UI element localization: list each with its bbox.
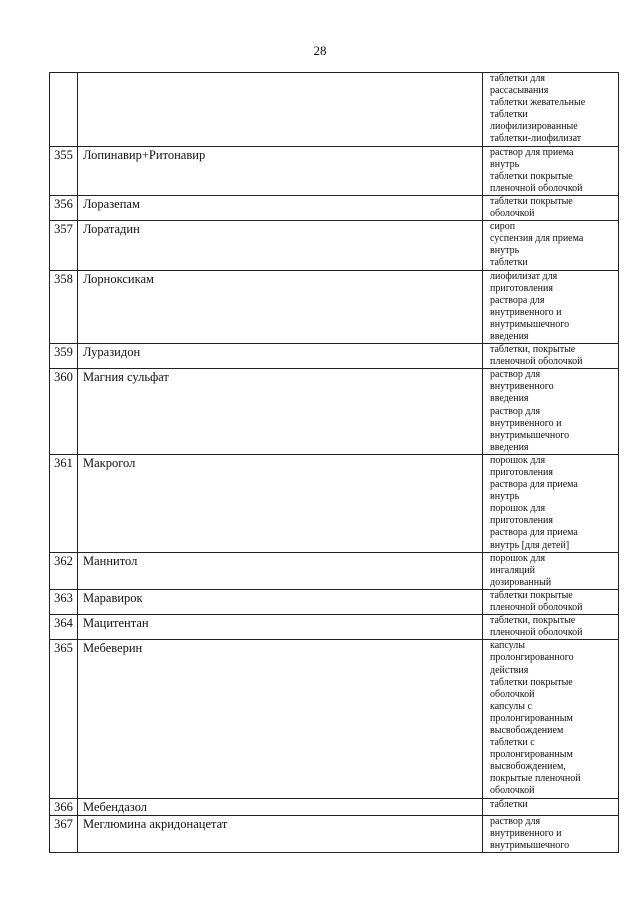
drug-name: Маравирок <box>78 589 483 614</box>
dosage-forms <box>483 640 619 798</box>
dosage-form-line: внутрь <box>490 158 520 170</box>
drug-name <box>78 73 483 147</box>
dosage-form-line: таблетки покрытые <box>490 195 573 207</box>
row-number: 364 <box>50 615 78 640</box>
dosage-form-line: ингаляций <box>490 564 535 576</box>
dosage-form-line: сироп <box>490 221 516 233</box>
row-number: 363 <box>50 589 78 614</box>
table-row <box>50 195 619 220</box>
dosage-form-line: лиофилизат для <box>490 270 558 282</box>
dosage-form-line: введения <box>490 330 529 342</box>
drug-name: Макрогол <box>78 454 483 552</box>
dosage-form-line: порошок для <box>490 503 546 515</box>
dosage-forms <box>483 146 619 195</box>
dosage-form-line: оболочкой <box>490 688 535 700</box>
dosage-form-line: раствор для <box>490 405 541 417</box>
dosage-forms <box>483 454 619 552</box>
dosage-form-line: таблетки покрытые <box>490 589 573 601</box>
dosage-form-line: покрытые пленочной <box>490 773 581 785</box>
dosage-forms <box>483 73 619 147</box>
row-number: 358 <box>50 270 78 344</box>
row-number: 361 <box>50 454 78 552</box>
dosage-form-line: внутривенного и <box>490 306 562 318</box>
drug-name: Мебендазол <box>78 798 483 815</box>
row-number: 357 <box>50 221 78 270</box>
drug-name: Маннитол <box>78 552 483 589</box>
dosage-form-line: пролонгированного <box>490 652 574 664</box>
dosage-form-line: таблетки с <box>490 737 535 749</box>
dosage-forms <box>483 221 619 270</box>
row-number: 355 <box>50 146 78 195</box>
table-row <box>50 73 619 147</box>
dosage-form-line: высвобождением, <box>490 761 566 773</box>
drug-name: Лорноксикам <box>78 270 483 344</box>
dosage-forms <box>483 798 619 815</box>
dosage-form-line: таблетки-лиофилизат <box>490 133 582 145</box>
dosage-forms <box>483 369 619 455</box>
drug-name: Лоратадин <box>78 221 483 270</box>
dosage-form-line: таблетки жевательные <box>490 97 586 109</box>
table-row <box>50 454 619 552</box>
dosage-form-line: таблетки <box>490 109 528 121</box>
page-number: 28 <box>313 43 327 58</box>
dosage-form-line: внутрь <box>490 245 520 257</box>
dosage-form-line: внутривенного <box>490 381 554 393</box>
dosage-form-line: оболочкой <box>490 785 535 797</box>
dosage-form-line: внутримышечного <box>490 839 570 851</box>
dosage-form-line: таблетки для <box>490 73 545 84</box>
table-row <box>50 815 619 852</box>
table-row <box>50 344 619 369</box>
dosage-form-line: капсулы с <box>490 700 532 712</box>
drug-table <box>49 72 619 853</box>
row-number: 356 <box>50 195 78 220</box>
dosage-form-line: приготовления <box>490 467 553 478</box>
table-row <box>50 270 619 344</box>
dosage-form-line: приготовления <box>490 515 553 527</box>
table-row <box>50 589 619 614</box>
table-row <box>50 798 619 815</box>
drug-name: Луразидон <box>78 344 483 369</box>
drug-name: Лоразепам <box>78 195 483 220</box>
table-row <box>50 615 619 640</box>
dosage-form-line: лиофилизированные <box>490 121 578 133</box>
row-number: 360 <box>50 369 78 455</box>
dosage-form-line: пленочной оболочкой <box>490 182 583 194</box>
table-row <box>50 221 619 270</box>
dosage-form-line: дозированный <box>490 576 552 588</box>
dosage-form-line: внутривенного и <box>490 827 562 839</box>
dosage-form-line: пленочной оболочкой <box>490 627 583 639</box>
dosage-form-line: порошок для <box>490 454 546 466</box>
dosage-form-line: приготовления <box>490 282 553 294</box>
dosage-form-line: таблетки, покрытые <box>490 615 576 627</box>
dosage-form-line: таблетки покрытые <box>490 676 573 688</box>
dosage-form-line: порошок для <box>490 552 546 564</box>
drug-name: Магния сульфат <box>78 369 483 455</box>
table-row <box>50 369 619 455</box>
dosage-form-line: действия <box>490 664 529 676</box>
dosage-forms <box>483 195 619 220</box>
table-row <box>50 552 619 589</box>
dosage-form-line: раствора для приема <box>490 479 578 491</box>
dosage-form-line: введения <box>490 393 529 405</box>
dosage-form-line: высвобождением <box>490 724 564 736</box>
row-number: 365 <box>50 640 78 798</box>
dosage-form-line: внутрь [для детей] <box>490 539 570 551</box>
dosage-form-line: пролонгированным <box>490 749 573 761</box>
dosage-form-line: пленочной оболочкой <box>490 602 583 614</box>
dosage-form-line: введения <box>490 441 529 453</box>
row-number: 362 <box>50 552 78 589</box>
row-number: 359 <box>50 344 78 369</box>
dosage-form-line: пленочной оболочкой <box>490 356 583 368</box>
row-number: 367 <box>50 815 78 852</box>
drug-table-body <box>50 73 619 853</box>
dosage-form-line: раствор для <box>490 815 541 827</box>
dosage-form-line: капсулы <box>490 640 525 652</box>
row-number: 366 <box>50 798 78 815</box>
dosage-forms <box>483 270 619 344</box>
dosage-form-line: внутрь <box>490 491 520 503</box>
dosage-forms <box>483 589 619 614</box>
dosage-form-line: пролонгированным <box>490 712 573 724</box>
dosage-form-line: раствора для приема <box>490 527 578 539</box>
drug-name: Лопинавир+Ритонавир <box>78 146 483 195</box>
dosage-form-line: раствор для <box>490 369 541 381</box>
dosage-form-line: внутримышечного <box>490 318 570 330</box>
dosage-form-line: раствора для <box>490 294 545 306</box>
table-row <box>50 640 619 798</box>
dosage-forms <box>483 344 619 369</box>
dosage-form-line: внутривенного и <box>490 417 562 429</box>
drug-name: Мацитентан <box>78 615 483 640</box>
dosage-form-line: внутримышечного <box>490 429 570 441</box>
dosage-form-line: рассасывания <box>490 85 549 97</box>
drug-name: Мебеверин <box>78 640 483 798</box>
drug-name: Меглюмина акридонацетат <box>78 815 483 852</box>
dosage-form-line: суспензия для приема <box>490 233 584 245</box>
dosage-forms <box>483 552 619 589</box>
dosage-form-line: раствор для приема <box>490 146 574 158</box>
dosage-form-line: таблетки <box>490 257 528 269</box>
dosage-form-line: таблетки, покрытые <box>490 344 576 356</box>
dosage-forms <box>483 615 619 640</box>
dosage-form-line: таблетки <box>490 798 528 810</box>
row-number <box>50 73 78 147</box>
dosage-form-line: оболочкой <box>490 208 535 220</box>
table-row <box>50 146 619 195</box>
dosage-form-line: таблетки покрытые <box>490 170 573 182</box>
dosage-forms <box>483 815 619 852</box>
